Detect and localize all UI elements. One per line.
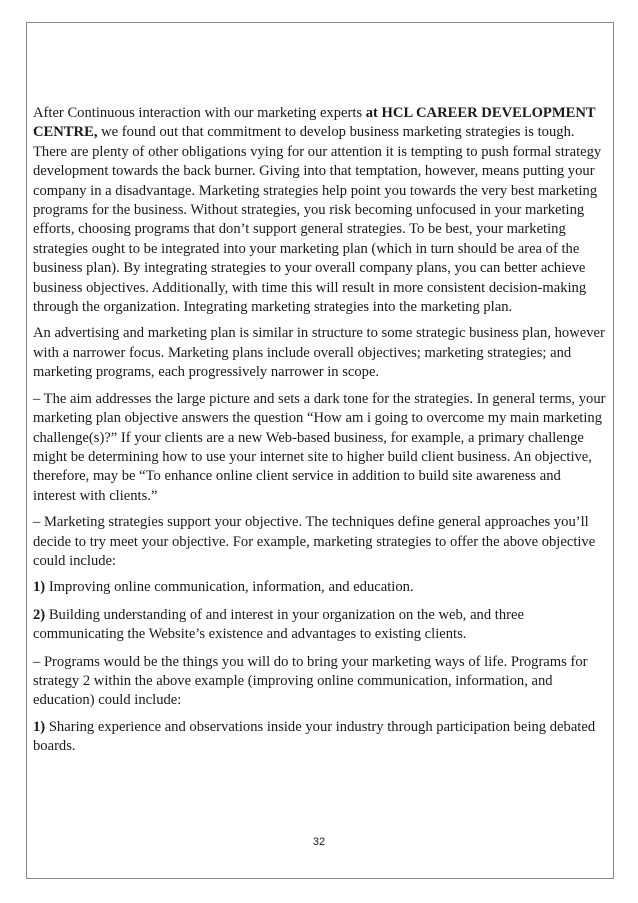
list-item-text: Sharing experience and observations inside your industry through participation being debated boards. xyxy=(33,718,596,755)
aim-paragraph: – The aim addresses the large picture and sets a dark tone for the strategies. In general terms, your marketing plan objective answers the question “How am i going to overcome my main marketing challenge(s)?” If your clients are a new Web-based business, for example, a primary challenge might be determining how to use your internet site to higher build client business. An objective, therefore, may be “To enhance online client service in addition to build site awareness and interest with clients.” xyxy=(33,390,606,504)
list-item-number: 1) xyxy=(33,718,46,735)
plan-paragraph: An advertising and marketing plan is similar in structure to some strategic business plan, however with a narrower focus. Marketing plans include overall objectives; marketing strategies; and marketing programs, each progressively narrower in scope. xyxy=(33,325,605,381)
intro-body: we found out that commitment to develop business marketing strategies is tough. There are plenty of other obligations vying for our attention it is tempting to push formal strategy development towards the back burner. Giving into that temptation, however, means putting your company in a disadvantage. Marketing strategies help point you towards the very best marketing programs for the business. Without strategies, you risk becoming unfocused in your marketing efforts, choosing programs that don’t support general strategies. To be best, your marketing strategies ought to be integrated into your marketing plan (which in turn should be area of the business plan). By integrating strategies to your overall company plans, you can better achieve business objectives. Additionally, with time this will result in more consistent decision-making through the organization. Integrating marketing strategies into the marketing plan. xyxy=(33,124,602,316)
list-item xyxy=(33,578,607,597)
strategies-paragraph: – Marketing strategies support your objective. The techniques define general approaches you’ll decide to try meet your objective. For example, marketing strategies to offer the above objective could include: xyxy=(33,514,596,569)
document-body xyxy=(33,104,607,764)
list-item-text: Improving online communication, information, and education. xyxy=(45,579,414,596)
list-item-number: 1) xyxy=(33,579,46,596)
intro-lead: After Continuous interaction with our marketing experts xyxy=(33,105,366,121)
programs-paragraph: – Programs would be the things you will do to bring your marketing ways of life. Programs for strategy 2 within the above example (improving online communication, information, and education) could include: xyxy=(33,653,588,709)
list-item xyxy=(33,718,607,757)
page-number: 32 xyxy=(312,836,326,848)
list-item-text: Building understanding of and interest in your organization on the web, and three communicating the Website’s existence and advantages to existing clients. xyxy=(33,606,524,643)
intro-paragraph xyxy=(33,104,607,317)
list-item xyxy=(33,606,607,645)
organization-name: at HCL CAREER DEVELOPMENT CENTRE, xyxy=(33,105,596,141)
list-item-number: 2) xyxy=(33,606,46,623)
